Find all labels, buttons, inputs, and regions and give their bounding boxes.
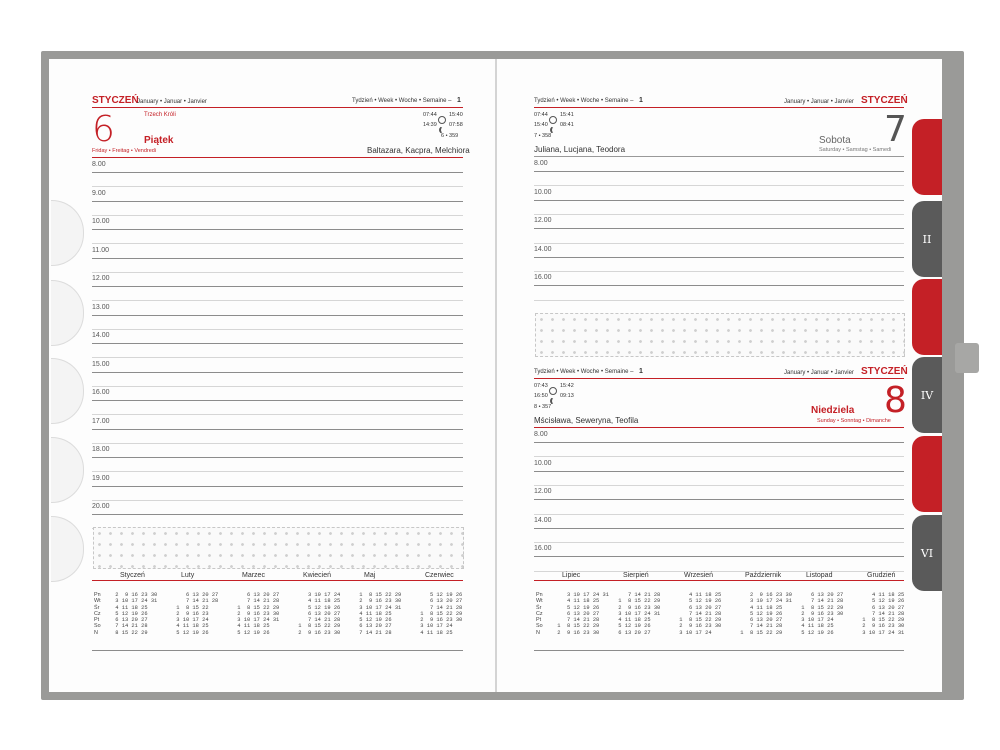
sun-month-translations: January • Januar • Janvier [784,370,854,376]
sat-moon-icon [550,126,559,134]
right-month-days: 4 11 18 25 5 12 19 26 6 13 20 27 7 14 21 28 1 8 15 22 29 2 9 16 23 30 3 10 17 24 31 [862,592,905,636]
month-title: STYCZEŃ [92,95,139,106]
sun-hour-label: 12.00 [534,488,552,496]
sat-sunrise: 07:44 [534,112,548,118]
right-month-days: 4 11 18 25 5 12 19 26 6 13 20 27 7 14 21 28 1 8 15 22 29 2 9 16 23 30 3 10 17 24 [679,592,722,636]
left-writing-line[interactable] [92,343,463,344]
right-month-days: 6 13 20 27 7 14 21 28 1 8 15 22 29 2 9 16 23 30 3 10 17 24 4 11 18 25 5 12 19 26 [801,592,844,636]
right-month-name: Październik [745,572,782,579]
sat-moonset: 08:41 [560,122,574,128]
month-tab-5[interactable]: V [912,436,942,512]
left-writing-line[interactable] [92,272,463,273]
right-month-days: 7 14 21 28 1 8 15 22 29 2 9 16 23 30 3 10 17 24 31 4 11 18 25 5 12 19 26 6 13 20 27 [618,592,661,636]
right-month-name: Grudzień [867,572,896,579]
sat-weekday: Sobota [819,135,851,146]
header-rule [92,107,463,108]
left-writing-line[interactable] [92,201,463,202]
right-month-name: Wrzesień [684,572,714,579]
calendar-rule [92,580,463,581]
sat-notes-pattern [535,313,905,357]
sun-weekday-translations: Sunday • Sonntag • Dimanche [817,418,891,424]
left-hour-label: 17.00 [92,417,110,425]
day-of-year: 6 • 359 [441,133,459,139]
left-writing-line[interactable] [92,329,463,330]
right-calendar-rule [534,580,904,581]
sat-writing-line[interactable] [534,271,904,272]
right-month-days: 2 9 16 23 30 3 10 17 24 31 4 11 18 25 5 12 19 26 6 13 20 27 7 14 21 28 1 8 15 22 29 [740,592,792,636]
left-hour-label: 10.00 [92,218,110,225]
sun-month-title: STYCZEŃ [861,366,908,377]
sat-writing-line[interactable] [534,214,904,215]
sat-day-rule [534,156,904,157]
left-writing-line[interactable] [92,457,463,458]
left-month-days: 6 13 20 27 7 14 21 28 1 8 15 22 2 9 16 23 3 10 17 24 4 11 18 25 5 12 19 26 [176,592,219,636]
sun-writing-line[interactable] [534,528,904,529]
sun-day-of-year: 8 • 357 [534,404,552,410]
sunset-time: 15:40 [449,112,463,118]
left-writing-line[interactable] [92,357,463,358]
day-number: 6 [92,109,115,150]
sun-writing-line[interactable] [534,442,904,443]
left-month-days: 5 12 19 26 6 13 20 27 7 14 21 28 1 8 15 22 29 2 9 16 23 30 3 10 17 24 4 11 18 25 [420,592,463,636]
sat-writing-line[interactable] [534,243,904,244]
sun-hour-label: 10.00 [534,459,552,467]
sat-writing-line[interactable] [534,257,904,258]
sat-weekday-translations: Saturday • Samstag • Samedi [819,147,892,153]
left-writing-line[interactable] [92,500,463,501]
left-writing-line[interactable] [92,372,463,373]
month-tab-2[interactable]: II [912,201,942,277]
left-hour-label: 11.00 [92,246,109,254]
left-writing-line[interactable] [92,414,463,415]
left-writing-line[interactable] [92,243,463,244]
sat-sunset: 15:41 [560,112,574,118]
sat-hour-label: 14.00 [534,245,552,253]
sun-moonset: 09:13 [560,393,574,399]
right-calendar-weekdays: Pn Wt Śr Cz Pt So N [536,592,543,636]
left-hour-label: 8.00 [92,161,106,168]
left-month-name: Styczeń [120,572,145,579]
sat-day-number: 7 [884,109,907,150]
left-writing-line[interactable] [92,514,463,515]
left-writing-line[interactable] [92,471,463,472]
left-writing-line[interactable] [92,443,463,444]
sat-writing-line[interactable] [534,300,904,301]
left-writing-line[interactable] [92,172,463,173]
calendar-bottom-rule [92,650,463,651]
sun-moonrise: 16:50 [534,393,548,399]
week-number: 1 [457,97,461,104]
moonset-time: 07:58 [449,122,463,128]
bookmark-ribbon[interactable] [955,343,979,373]
left-writing-line[interactable] [92,429,463,430]
right-calendar-bottom-rule [534,650,904,651]
sat-writing-line[interactable] [534,171,904,172]
left-hour-label: 13.00 [92,303,110,311]
calendar-weekdays: Pn Wt Śr Cz Pt So N [94,592,101,636]
left-month-days: 2 9 16 23 30 3 10 17 24 31 4 11 18 25 5 12 19 26 6 13 20 27 7 14 21 28 8 15 22 29 [115,592,158,636]
sun-weekday: Niedziela [811,405,855,416]
sun-header-rule [534,378,904,379]
sat-moonrise: 15:40 [534,122,548,128]
left-writing-line[interactable] [92,186,463,187]
holiday-label: Trzech Króli [144,112,176,118]
left-hour-label: 15.00 [92,360,110,368]
sun-hour-label: 14.00 [534,516,552,524]
left-writing-line[interactable] [92,286,463,287]
sunrise-time: 07:44 [423,112,437,118]
month-tab-6[interactable]: VI [912,515,942,591]
left-hour-label: 18.00 [92,446,110,453]
weekday-translations: Friday • Freitag • Vendredi [92,148,157,154]
sat-header-rule [534,107,904,108]
right-month-name: Listopad [806,572,833,579]
sat-week-number: 1 [639,97,643,104]
sun-writing-line[interactable] [534,556,904,557]
left-hour-label: 16.00 [92,389,110,396]
sat-day-of-year: 7 • 358 [534,133,552,139]
left-hour-label: 9.00 [92,189,106,197]
notes-pattern [93,527,464,569]
left-hour-label: 20.00 [92,503,110,510]
sun-moon-icon [550,397,559,405]
month-tab-3[interactable]: III [912,279,942,355]
sun-namedays: Mścisława, Seweryna, Teofila [534,416,639,425]
left-month-days: 6 13 20 27 7 14 21 28 1 8 15 22 29 2 9 16 23 30 3 10 17 24 31 4 11 18 25 5 12 19 26 [237,592,280,636]
week-label: Tydzień • Week • Woche • Semaine – [352,98,452,104]
left-month-name: Luty [181,572,195,579]
month-tab-1[interactable]: I [912,119,942,195]
sun-writing-line[interactable] [534,485,904,486]
left-writing-line[interactable] [92,300,463,301]
left-month-days: 1 8 15 22 29 2 9 16 23 30 3 10 17 24 31 4 11 18 25 5 12 19 26 6 13 20 27 7 14 21 28 [359,592,402,636]
sun-writing-line[interactable] [534,499,904,500]
page-fold [495,59,497,692]
sat-writing-line[interactable] [534,285,904,286]
sun-week-label: Tydzień • Week • Woche • Semaine – [534,369,634,375]
sat-writing-line[interactable] [534,228,904,229]
left-month-name: Kwiecień [303,572,332,579]
sat-week-label: Tydzień • Week • Woche • Semaine – [534,98,634,104]
moonrise-time: 14:39 [423,122,437,128]
sun-writing-line[interactable] [534,456,904,457]
sat-hour-label: 10.00 [534,188,552,196]
namedays: Baltazara, Kacpra, Melchiora [367,146,470,155]
left-hour-label: 14.00 [92,332,110,339]
sun-week-number: 1 [639,368,643,375]
left-month-name: Marzec [242,572,265,579]
left-writing-line[interactable] [92,400,463,401]
sun-writing-line[interactable] [534,542,904,543]
left-writing-line[interactable] [92,258,463,259]
sun-writing-line[interactable] [534,514,904,515]
left-writing-line[interactable] [92,215,463,216]
weekday-name: Piątek [144,135,174,146]
day-rule [92,157,463,158]
sat-hour-label: 12.00 [534,217,552,225]
left-hour-label: 19.00 [92,474,110,482]
sat-writing-line[interactable] [534,185,904,186]
sat-month-title: STYCZEŃ [861,95,908,106]
month-translations: January • Januar • Janvier [137,99,207,105]
right-month-days: 3 10 17 24 31 4 11 18 25 5 12 19 26 6 13 20 27 7 14 21 28 1 8 15 22 29 2 9 16 23 30 [557,592,609,636]
left-hour-label: 12.00 [92,275,110,282]
sat-month-translations: January • Januar • Janvier [784,99,854,105]
sun-sunrise: 07:43 [534,383,548,389]
sun-sunset: 15:42 [560,383,574,389]
sat-hour-label: 8.00 [534,160,548,167]
left-month-days: 3 10 17 24 4 11 18 25 5 12 19 26 6 13 20 27 7 14 21 28 1 8 15 22 29 2 9 16 23 30 [298,592,341,636]
sat-namedays: Juliana, Lucjana, Teodora [534,145,626,154]
left-writing-line[interactable] [92,315,463,316]
right-month-name: Sierpień [623,572,649,579]
sun-writing-line[interactable] [534,471,904,472]
right-month-name: Lipiec [562,572,581,579]
sun-hour-label: 8.00 [534,431,548,438]
left-month-name: Maj [364,572,376,579]
left-month-name: Czerwiec [425,572,454,579]
sun-day-rule [534,427,904,428]
month-tab-4[interactable]: IV [912,357,942,433]
sun-hour-label: 16.00 [534,545,552,553]
sat-hour-label: 16.00 [534,274,552,282]
sat-writing-line[interactable] [534,200,904,201]
left-writing-line[interactable] [92,229,463,230]
sun-writing-line[interactable] [534,571,904,572]
left-writing-line[interactable] [92,386,463,387]
left-writing-line[interactable] [92,486,463,487]
sun-day-number: 8 [884,380,907,421]
